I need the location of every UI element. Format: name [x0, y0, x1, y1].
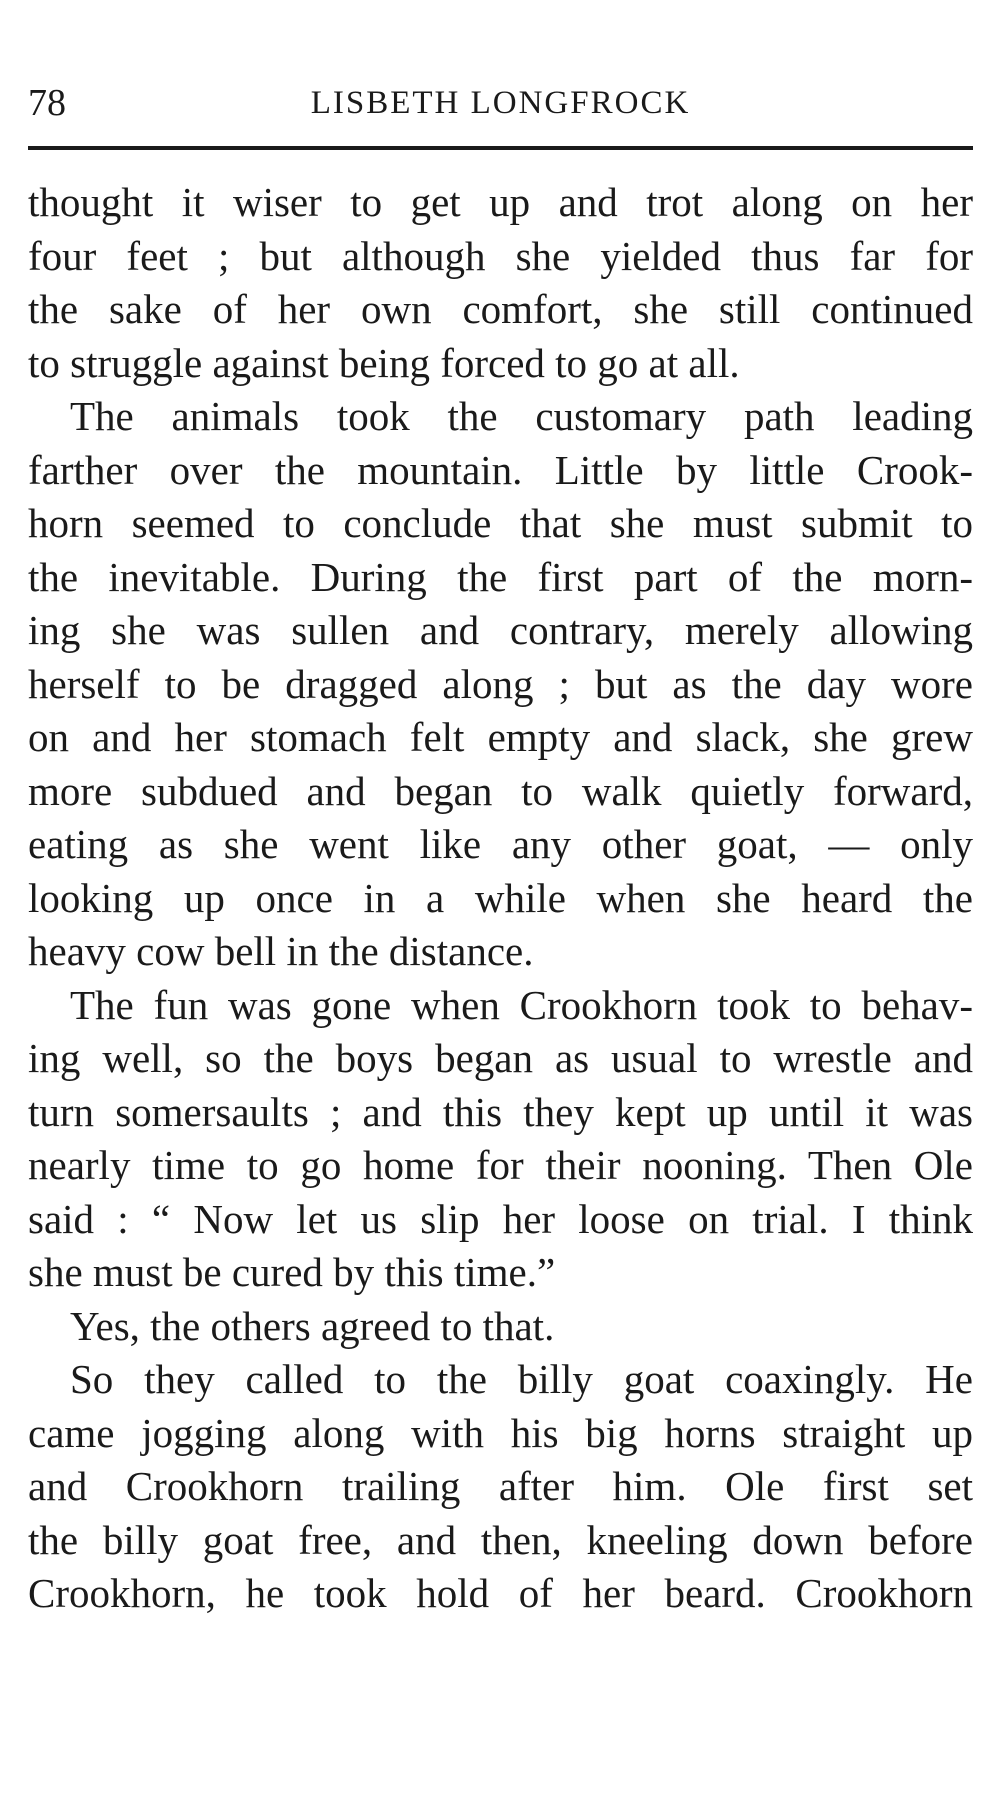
text-line: Crookhorn, he took hold of her beard. Crookhorn	[28, 1570, 973, 1616]
text-line: the inevitable. During the first part of the morn-	[28, 553, 973, 600]
text-line: The animals took the customary path leading	[70, 393, 973, 439]
text-line: Yes, the others agreed to that.	[70, 1302, 555, 1349]
text-line: heavy cow bell in the distance.	[28, 928, 534, 974]
text-line: eating as she went like any other goat, — only	[28, 821, 973, 867]
text-line: farther over the mountain. Little by little Crook-	[28, 446, 973, 493]
text-line: turn somersaults ; and this they kept up until it was	[28, 1088, 973, 1135]
page-number: 78	[28, 82, 66, 124]
text-line: the sake of her own comfort, she still continued	[28, 286, 973, 332]
text-line: to struggle against being forced to go at all.	[28, 339, 740, 386]
text-line: horn seemed to conclude that she must submit to	[28, 500, 973, 546]
text-line: four feet ; but although she yielded thus far for	[28, 232, 973, 279]
text-line: So they called to the billy goat coaxingly. He	[70, 1356, 973, 1402]
text-line: she must be cured by this time.”	[28, 1249, 556, 1295]
text-line: said : “ Now let us slip her loose on trial. I think	[28, 1195, 973, 1242]
text-line: on and her stomach felt empty and slack, she grew	[28, 714, 973, 760]
text-line: ing well, so the boys began as usual to wrestle and	[28, 1035, 973, 1081]
text-line: The fun was gone when Crookhorn took to behav-	[70, 981, 973, 1028]
text-line: thought it wiser to get up and trot along on her	[28, 179, 973, 225]
page-header	[28, 78, 973, 128]
text-line: ing she was sullen and contrary, merely allowing	[28, 607, 973, 653]
text-line: and Crookhorn trailing after him. Ole first set	[28, 1463, 973, 1509]
running-head: LISBETH LONGFROCK	[310, 85, 691, 121]
text-line: looking up once in a while when she heard the	[28, 874, 973, 921]
text-line: came jogging along with his big horns straight up	[28, 1409, 973, 1456]
text-line: herself to be dragged along ; but as the day wore	[28, 660, 973, 707]
body-text	[28, 176, 973, 1621]
text-line: nearly time to go home for their nooning. Then Ole	[28, 1142, 973, 1188]
text-line: the billy goat free, and then, kneeling down before	[28, 1516, 973, 1563]
text-line: more subdued and began to walk quietly forward,	[28, 767, 973, 814]
header-rule	[28, 146, 973, 150]
